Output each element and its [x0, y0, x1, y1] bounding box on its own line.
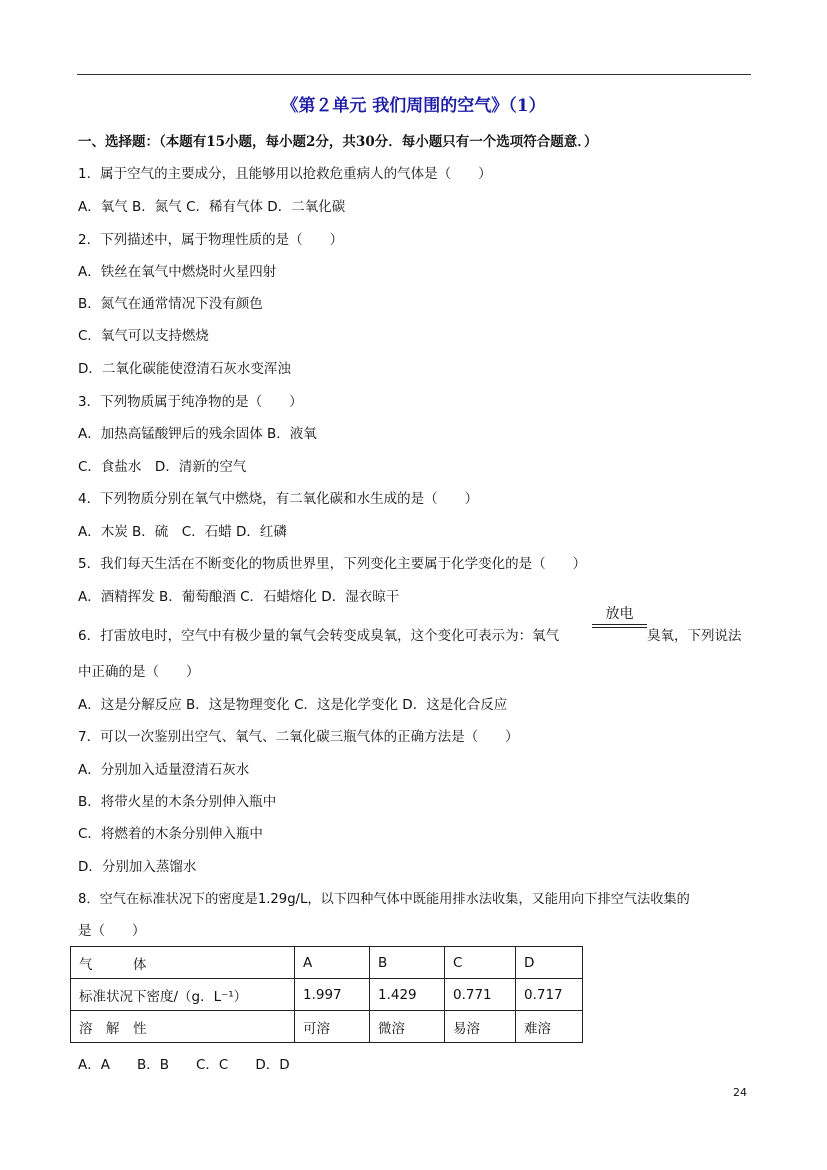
- q8-stem: 8．空气在标准状况下的密度是1.29g/L，以下四种气体中既能用排水法收集，又能用向下排空气法收集的: [78, 892, 690, 907]
- table-cell: 微溶: [370, 1011, 445, 1043]
- q7-option-b: B．将带火星的木条分别伸入瓶中: [78, 794, 277, 810]
- q6-options: A．这是分解反应 B．这是物理变化 C．这是化学变化 D．这是化合反应: [78, 697, 508, 713]
- q7-option-c: C．将燃着的木条分别伸入瓶中: [78, 826, 263, 842]
- equal-sign-bar-top: [592, 624, 647, 625]
- q2-option-d: D．二氧化碳能使澄清石灰水变浑浊: [78, 361, 291, 377]
- q6-stem-start: 6．打雷放电时，空气中有极少量的氧气会转变成臭氧，这个变化可表示为：氧气: [78, 628, 560, 644]
- reaction-arrow: [592, 606, 647, 628]
- section-heading: 一、选择题：（本题有15小题，每小题2分，共30分．每小题只有一个选项符合题意．）: [78, 134, 598, 150]
- q3-stem: 3．下列物质属于纯净物的是（ ）: [78, 394, 303, 410]
- page-title: 《第２单元 我们周围的空气》（1）: [281, 96, 546, 116]
- header-rule: [77, 74, 751, 75]
- table-cell: 难溶: [516, 1011, 583, 1043]
- q7-option-a: A．分别加入适量澄清石灰水: [78, 762, 250, 778]
- q2-option-b: B．氮气在通常情况下没有颜色: [78, 296, 263, 312]
- q6-stem-end: 臭氧，下列说法: [647, 628, 742, 644]
- q3-options-cd: C．食盐水 D．清新的空气: [78, 459, 247, 475]
- reaction-condition: 放电: [605, 606, 634, 622]
- q8-options: A．A B．B C．C D．D: [78, 1057, 290, 1073]
- q6-stem-line2: 中正确的是（ ）: [78, 664, 200, 680]
- q5-stem: 5．我们每天生活在不断变化的物质世界里，下列变化主要属于化学变化的是（ ）: [78, 556, 587, 572]
- q7-option-d: D．分别加入蒸馏水: [78, 859, 197, 875]
- table-cell: A: [295, 947, 370, 979]
- q7-stem: 7．可以一次鉴别出空气、氧气、二氧化碳三瓶气体的正确方法是（ ）: [78, 729, 519, 745]
- table-cell: 1.997: [295, 979, 370, 1011]
- table-cell: 1.429: [370, 979, 445, 1011]
- gas-properties-table: [70, 946, 583, 1043]
- table-cell: 易溶: [445, 1011, 516, 1043]
- q5-options: A．酒精挥发 B．葡萄酿酒 C．石蜡熔化 D．湿衣晾干: [78, 589, 400, 605]
- table-cell: 可溶: [295, 1011, 370, 1043]
- q1-stem: 1．属于空气的主要成分，且能够用以抢救危重病人的气体是（ ）: [78, 166, 492, 182]
- table-cell: 0.771: [445, 979, 516, 1011]
- table-cell: C: [445, 947, 516, 979]
- q2-option-c: C．氧气可以支持燃烧: [78, 328, 209, 344]
- table-row: [71, 979, 583, 1011]
- q8-stem-line2: 是（ ）: [78, 923, 146, 939]
- table-cell: 标准状况下密度/（g．L⁻¹）: [71, 979, 295, 1011]
- table-cell: B: [370, 947, 445, 979]
- q3-options-ab: A．加热高锰酸钾后的残余固体 B．液氧: [78, 426, 317, 442]
- q4-options: A．木炭 B．硫 C．石蜡 D．红磷: [78, 524, 287, 540]
- q4-stem: 4．下列物质分别在氧气中燃烧，有二氧化碳和水生成的是（ ）: [78, 491, 479, 507]
- table-cell: 0.717: [516, 979, 583, 1011]
- table-cell: D: [516, 947, 583, 979]
- q2-stem: 2．下列描述中，属于物理性质的是（ ）: [78, 232, 344, 248]
- table-row: [71, 947, 583, 979]
- q2-option-a: A．铁丝在氧气中燃烧时火星四射: [78, 264, 277, 280]
- table-row: [71, 1011, 583, 1043]
- table-cell: 溶 解 性: [71, 1011, 295, 1043]
- page-number: 24: [733, 1086, 747, 1099]
- equal-sign-bar-bottom: [592, 627, 647, 628]
- q1-options: A．氧气 B．氮气 C．稀有气体 D．二氧化碳: [78, 199, 346, 215]
- table-cell: 气 体: [71, 947, 295, 979]
